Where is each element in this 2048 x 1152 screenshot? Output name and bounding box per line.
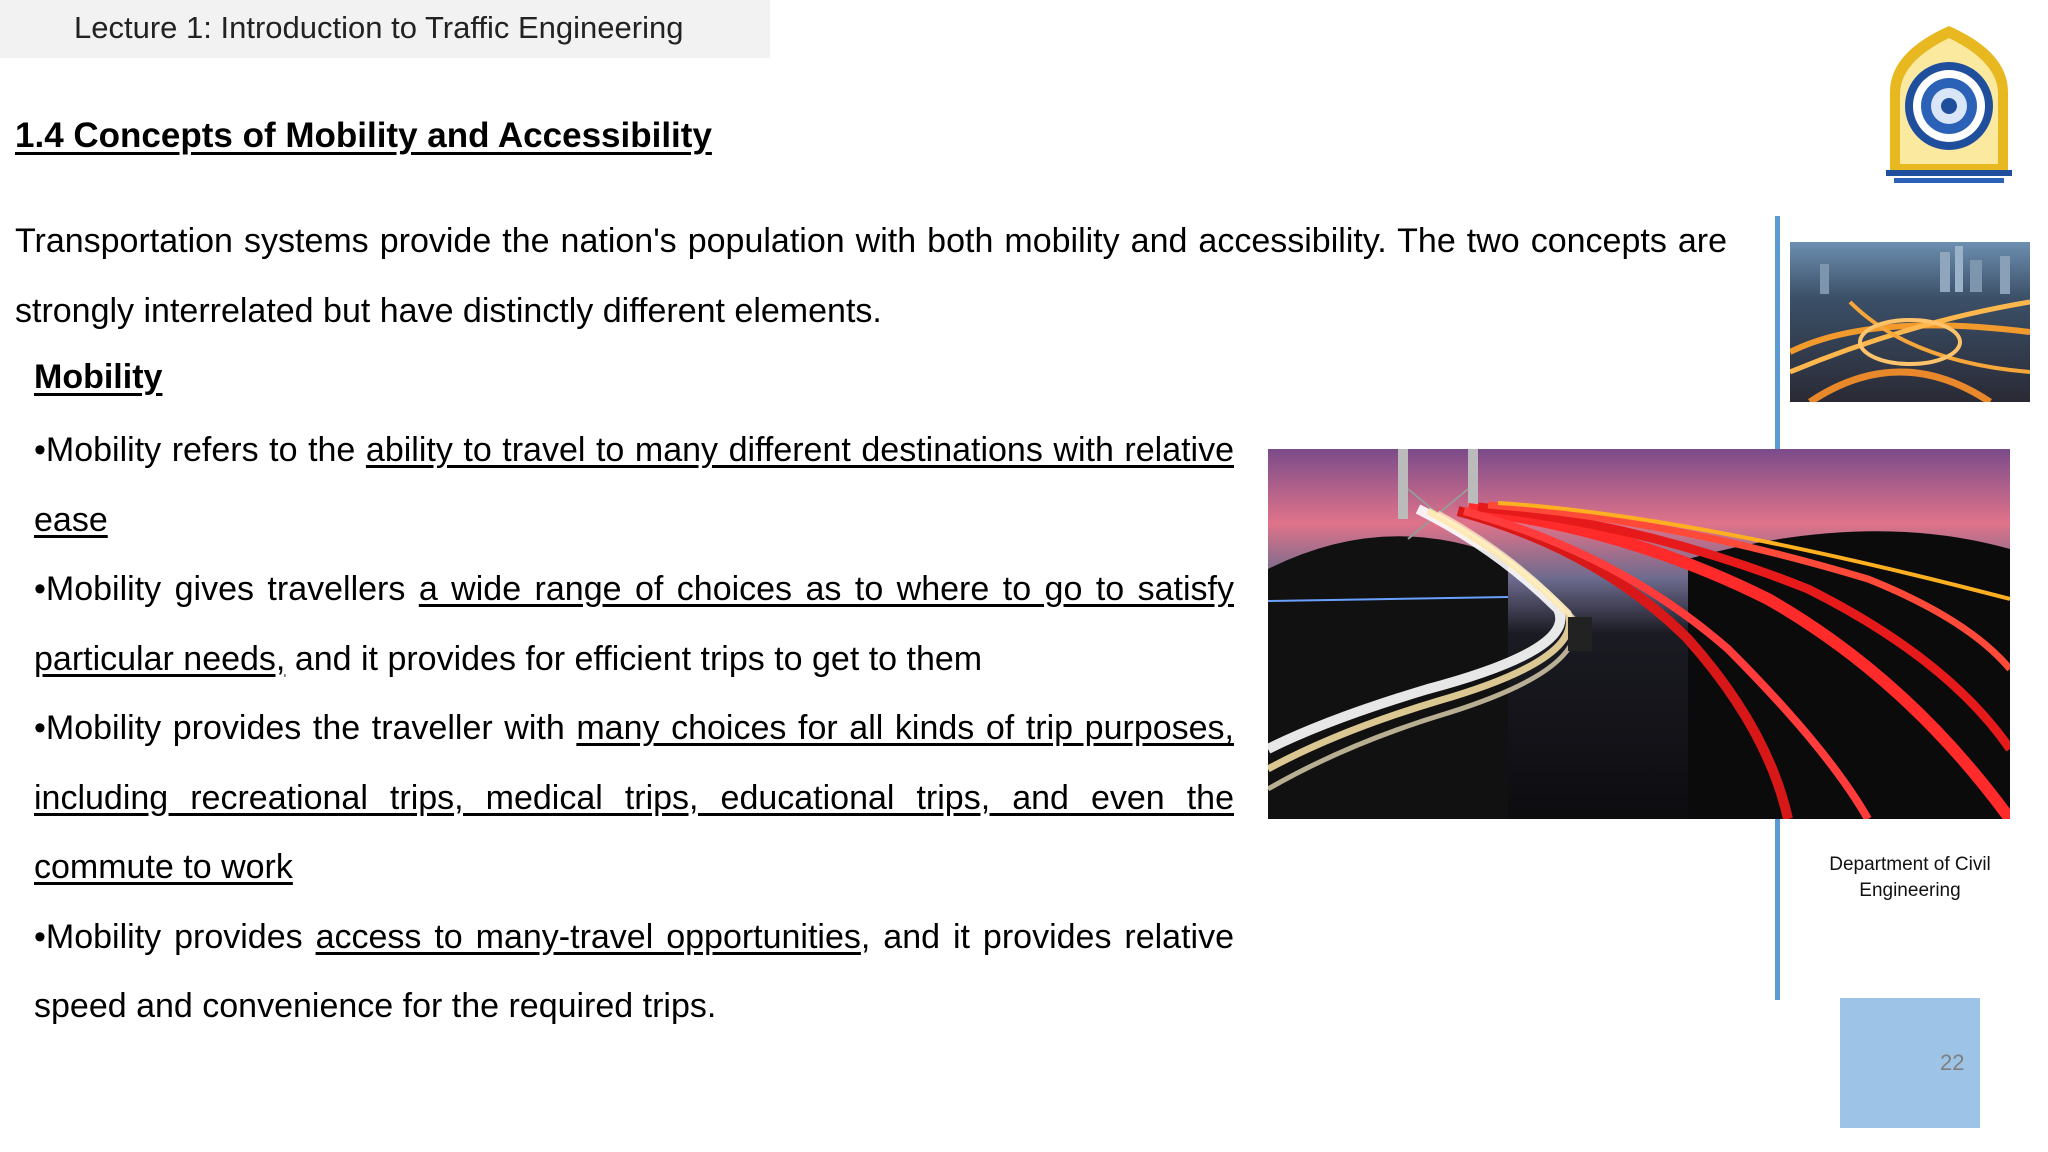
department-label: Department of Civil Engineering	[1829, 854, 1991, 901]
traffic-light-trails-photo	[1268, 449, 2010, 819]
university-logo	[1880, 22, 2018, 188]
city-interchange-photo	[1790, 242, 2030, 402]
mobility-bullet-list	[34, 416, 1234, 1042]
mobility-bullet: •Mobility provides access to many-travel opportunities, and it provides relative speed and convenience for the required trips.	[34, 917, 1235, 1025]
mobility-bullet: •Mobility gives travellers a wide range of choices as to where to go to satisfy particular needs, and it provides for efficient trips to get to them	[34, 570, 1234, 678]
mobility-bullet: •Mobility provides the traveller with many choices for all kinds of trip purposes, including recreational trips, medical trips, educational trips, and even the commute to work	[34, 709, 1234, 886]
mobility-heading: Mobility	[34, 358, 163, 396]
mobility-bullet: •Mobility refers to the ability to travel to many different destinations with relative ease	[34, 431, 1235, 539]
lecture-header-bar	[0, 0, 770, 58]
lecture-title: Lecture 1: Introduction to Traffic Engineering	[74, 10, 684, 45]
page-number: 22	[1940, 1050, 1965, 1075]
intro-paragraph: Transportation systems provide the nation's population with both mobility and accessibility. The two concepts are strongly interrelated but have distinctly different elements.	[15, 222, 1727, 330]
section-title: 1.4 Concepts of Mobility and Accessibility	[15, 116, 712, 155]
